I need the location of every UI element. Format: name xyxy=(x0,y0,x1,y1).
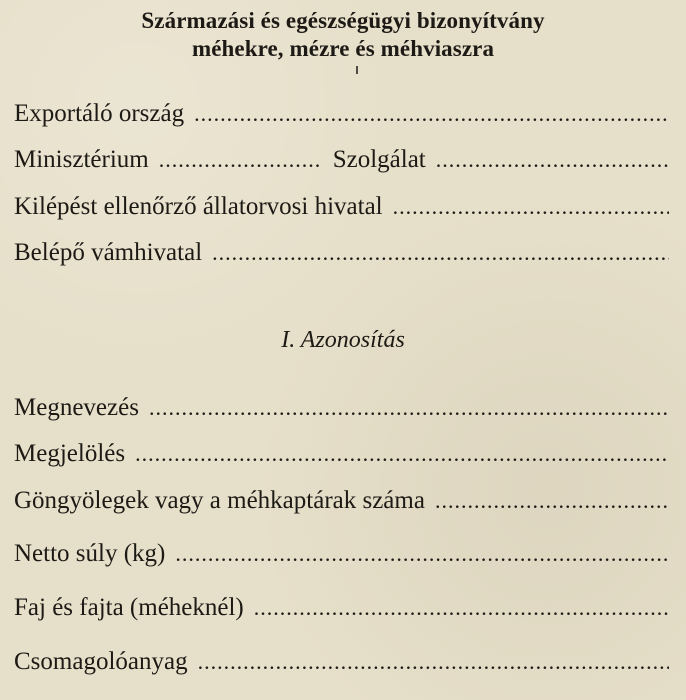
exit-veterinary-office-field xyxy=(14,191,669,223)
print-mark xyxy=(356,66,358,74)
title-line-2: méhekre, mézre és méhviaszra xyxy=(191,36,495,61)
net-weight-leader-dots xyxy=(175,538,669,570)
title-line-1: Származási és egészségügyi bizonyítvány xyxy=(141,8,545,33)
species-and-breed-label: Faj és fajta (méheknél) xyxy=(14,594,244,621)
exporting-country-field xyxy=(14,98,669,130)
marking-field xyxy=(14,438,669,470)
ministry-service-field xyxy=(14,144,669,176)
designation-field xyxy=(14,392,669,424)
ministry-leader-dots xyxy=(159,144,321,176)
packages-or-hives-count-field xyxy=(14,485,669,517)
packaging-material-leader-dots xyxy=(198,646,669,678)
marking-label: Megjelölés xyxy=(14,440,126,467)
document-title xyxy=(0,7,686,63)
packages-or-hives-count-leader-dots xyxy=(435,485,669,517)
entry-customs-office-field xyxy=(14,237,669,269)
exit-veterinary-office-leader-dots xyxy=(393,191,669,223)
designation-label: Megnevezés xyxy=(14,394,139,421)
service-label: Szolgálat xyxy=(332,146,426,173)
exit-veterinary-office-label: Kilépést ellenőrző állatorvosi hivatal xyxy=(14,193,383,220)
packages-or-hives-count-label: Göngyölegek vagy a méhkaptárak száma xyxy=(14,487,425,514)
species-and-breed-leader-dots xyxy=(254,592,669,624)
entry-customs-office-label: Belépő vámhivatal xyxy=(14,239,203,266)
species-and-breed-field xyxy=(14,592,669,624)
service-leader-dots xyxy=(436,144,669,176)
entry-customs-office-leader-dots xyxy=(212,237,669,269)
packaging-material-field xyxy=(14,646,669,678)
net-weight-label: Netto súly (kg) xyxy=(14,540,166,567)
exporting-country-leader-dots xyxy=(194,98,669,130)
net-weight-field xyxy=(14,538,669,570)
exporting-country-label: Exportáló ország xyxy=(14,100,185,127)
ministry-label: Minisztérium xyxy=(14,146,149,173)
marking-leader-dots xyxy=(135,438,669,470)
packaging-material-label: Csomagolóanyag xyxy=(14,648,188,675)
designation-leader-dots xyxy=(149,392,669,424)
identification-section-heading: I. Azonosítás xyxy=(281,327,405,353)
